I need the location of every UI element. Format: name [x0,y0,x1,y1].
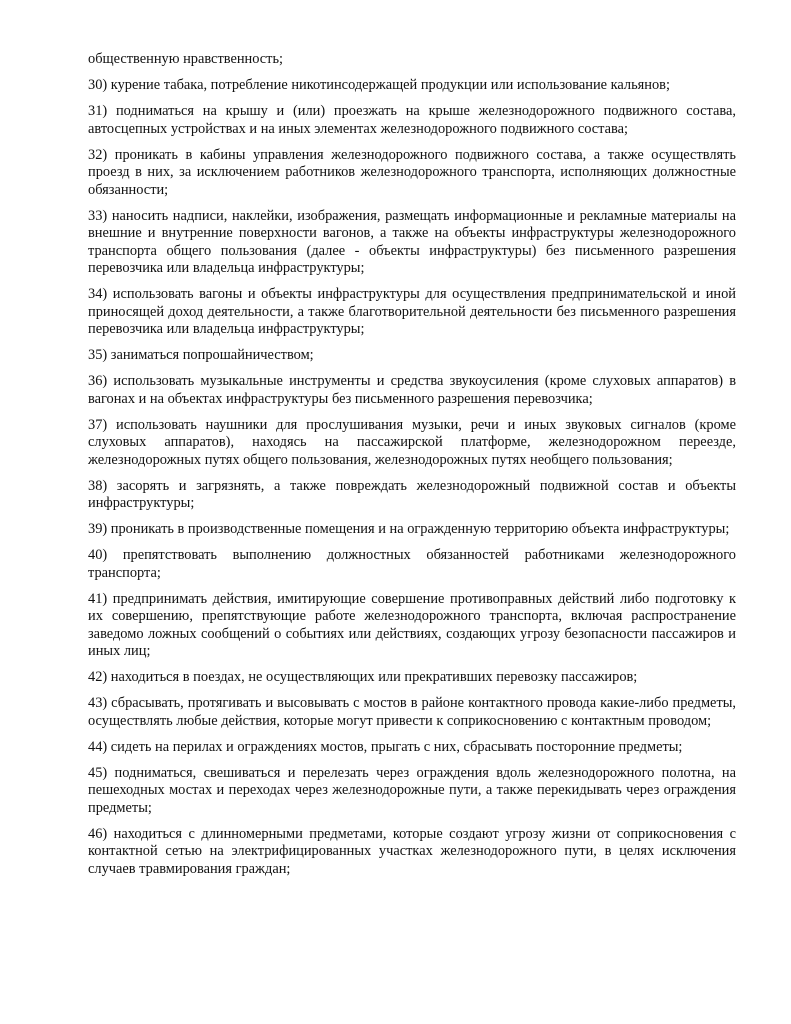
paragraph-item-39: 39) проникать в производственные помещения и на огражденную территорию объекта инфраструктуры; [88,521,730,537]
paragraph-item-46: 46) находиться с длинномерными предметами, которые создают угрозу жизни от соприкосновения с контактной сетью на электрифицированных участках железнодорожного пути, в целях исключения случаев травмирования граждан; [88,825,736,877]
paragraph-item-30: 30) курение табака, потребление никотинсодержащей продукции или использование кальянов; [88,77,670,93]
paragraph-item-45: 45) подниматься, свешиваться и перелезать через ограждения вдоль железнодорожного полотна, на пешеходных мостах и переходах через железнодорожные пути, а также перекидывать через ограждения предметы; [88,764,736,816]
paragraph-item-35: 35) заниматься попрошайничеством; [88,347,314,363]
paragraph-continuation: общественную нравственность; [88,51,284,67]
document-page [88,51,736,887]
paragraph-item-38: 38) засорять и загрязнять, а также повреждать железнодорожный подвижной состав и объекты инфраструктуры; [88,477,736,511]
paragraph-item-41: 41) предпринимать действия, имитирующие совершение противоправных действий либо подготовку к их совершению, препятствующие работе железнодорожного транспорта, включая распространение заведомо ложных сообщений о событиях или действиях, создающих угрозу безопасности пассажиров и иных лиц; [88,590,736,659]
paragraph-item-44: 44) сидеть на перилах и ограждениях мостов, прыгать с них, сбрасывать посторонние предметы; [88,738,683,755]
paragraph-item-34: 34) использовать вагоны и объекты инфраструктуры для осуществления предпринимательской и иной приносящей доход деятельности, а также благотворительной деятельности без письменного разрешения перевозчика или владельца инфраструктуры; [88,286,736,337]
paragraph-item-37: 37) использовать наушники для прослушивания музыки, речи и иных звуковых сигналов (кроме слуховых аппаратов), находясь на пассажирской платформе, железнодорожном переезде, железнодорожных путях общего пользования, железнодорожных путях необщего пользования; [88,416,736,468]
paragraph-item-31: 31) подниматься на крышу и (или) проезжать на крыше железнодорожного подвижного состава, автосцепных устройствах и на иных элементах железнодорожного подвижного состава; [88,103,736,137]
paragraph-item-43: 43) сбрасывать, протягивать и высовывать с мостов в районе контактного провода какие-либо предметы, осуществлять любые действия, которые могут привести к соприкосновению с контактным проводом; [88,695,736,729]
paragraph-item-36: 36) использовать музыкальные инструменты и средства звукоусиления (кроме слуховых аппаратов) в вагонах и на объектах инфраструктуры без письменного разрешения перевозчика; [88,373,736,407]
paragraph-item-33: 33) наносить надписи, наклейки, изображения, размещать информационные и рекламные материалы на внешние и внутренние поверхности вагонов, а также на объекты инфраструктуры железнодорожного транспорта общего пользования (далее - объекты инфраструктуры) без письменного разрешения перевозчика или владельца инфраструктуры; [88,207,736,276]
paragraph-item-32: 32) проникать в кабины управления железнодорожного подвижного состава, а также осуществлять проезд в них, за исключением работников железнодорожного транспорта, исполняющих должностные обязанности; [88,146,736,198]
paragraph-item-42: 42) находиться в поездах, не осуществляющих или прекративших перевозку пассажиров; [88,669,638,685]
paragraph-item-40: 40) препятствовать выполнению должностных обязанностей работниками железнодорожного транспорта; [88,547,736,581]
